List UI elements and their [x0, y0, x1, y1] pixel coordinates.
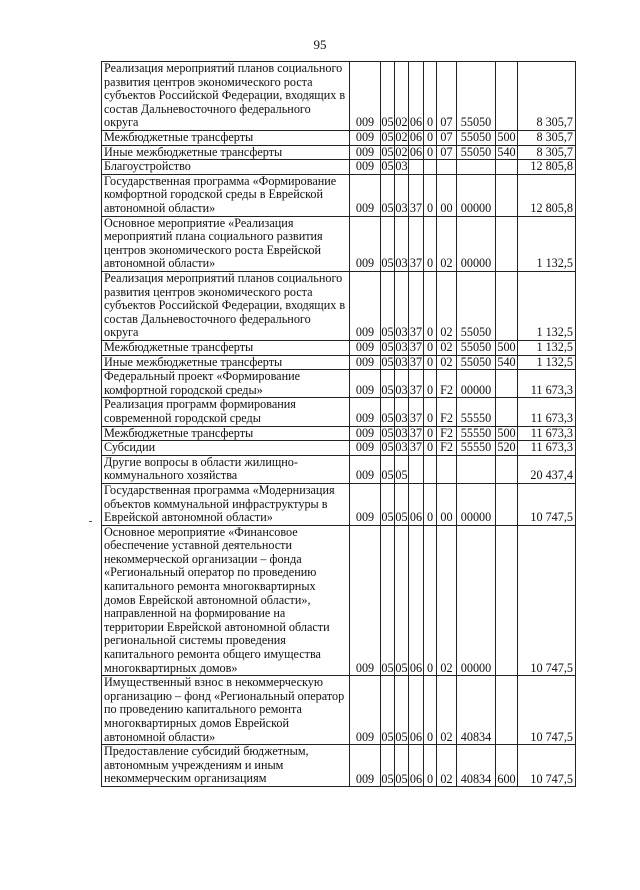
section-code-cell: 05	[381, 216, 395, 271]
amount-cell: 10 747,5	[518, 483, 576, 525]
subprogram-code-cell: 0	[424, 340, 437, 355]
section-code-cell: 05	[381, 174, 395, 216]
expense-type-cell: 500	[497, 340, 516, 354]
activity-code-cell: F2	[437, 441, 457, 456]
amount-cell: 1 132,5	[518, 216, 576, 271]
activity-code-cell: 00	[437, 174, 457, 216]
row-name-cell: Основное мероприятие «Реализация мероприятий плана социального развития центров экономического роста Еврейской автономной области»	[102, 216, 350, 271]
activity-code-cell: 02	[437, 340, 457, 355]
table-row	[102, 340, 576, 355]
admin-code-cell: 009	[350, 174, 381, 216]
subprogram-code-cell: 0	[424, 441, 437, 456]
table-row	[102, 216, 576, 271]
program-code-cell: 06	[409, 483, 424, 525]
expense-type-cell	[496, 676, 518, 745]
table-row	[102, 145, 576, 160]
direction-code-cell: 55050	[457, 62, 496, 131]
section-code-cell: 05	[381, 426, 394, 440]
direction-code-cell: 00000	[457, 370, 496, 398]
subsection-code-cell: 05	[395, 676, 409, 745]
admin-code-cell: 009	[350, 271, 381, 340]
expense-type-cell	[496, 370, 518, 398]
program-code-cell: 06	[409, 745, 424, 787]
table-row	[102, 676, 576, 745]
activity-code-cell	[437, 455, 457, 483]
expense-type-cell	[496, 525, 518, 676]
program-code-cell: 37	[409, 426, 423, 440]
program-code-cell: 37	[409, 370, 424, 398]
amount-cell: 8 305,7	[518, 145, 576, 160]
section-code-cell: 05	[381, 525, 395, 676]
table-row	[102, 426, 576, 441]
amount-cell: 1 132,5	[518, 271, 576, 340]
table-row	[102, 355, 576, 370]
admin-code-cell: 009	[350, 745, 381, 787]
section-code-cell: 05	[381, 159, 394, 174]
amount-cell: 11 673,3	[518, 441, 576, 456]
program-code-cell: 06	[409, 62, 424, 131]
expense-type-cell	[496, 455, 518, 483]
admin-code-cell: 009	[350, 441, 381, 456]
activity-code-cell: 02	[437, 525, 457, 676]
subsection-code-cell: 03	[395, 370, 409, 398]
program-code-cell: 37	[409, 174, 424, 216]
row-name-cell: Имущественный взнос в некоммерческую организацию – фонд «Региональный оператор по проведению капитального ремонта многоквартирных домов Еврейской автономной области»	[102, 676, 350, 745]
direction-code-cell: 55050	[457, 355, 496, 370]
direction-code-cell: 00000	[457, 216, 496, 271]
admin-code-cell: 009	[350, 525, 381, 676]
program-code-cell	[409, 455, 424, 483]
row-name-cell: Реализация мероприятий планов социального развития центров экономического роста субъектов Российской Федерации, входящих в состав Дальневосточного федерального округа	[102, 62, 350, 131]
direction-code-cell: 55550	[457, 398, 496, 426]
amount-cell: 11 673,3	[518, 426, 576, 441]
subprogram-code-cell: 0	[424, 131, 437, 146]
row-name-cell: Иные межбюджетные трансферты	[102, 355, 350, 370]
subsection-code-cell: 03	[395, 216, 409, 271]
direction-code-cell	[457, 455, 496, 483]
subprogram-code-cell: 0	[424, 525, 437, 676]
admin-code-cell: 009	[350, 483, 381, 525]
program-code-cell: 06	[409, 525, 424, 676]
expense-type-cell	[496, 62, 518, 131]
activity-code-cell: F2	[437, 370, 457, 398]
section-code-cell: 05	[381, 340, 394, 354]
subprogram-code-cell: 0	[424, 355, 437, 370]
table-row	[102, 483, 576, 525]
amount-cell: 10 747,5	[518, 745, 576, 787]
table-row	[102, 160, 576, 175]
table-row	[102, 525, 576, 676]
admin-code-cell: 009	[350, 62, 381, 131]
admin-code-cell: 009	[350, 370, 381, 398]
section-code-cell: 05	[381, 145, 394, 159]
subsection-code-cell: 05	[395, 745, 409, 787]
row-name-cell: Субсидии	[102, 441, 350, 456]
row-name-cell: Предоставление субсидий бюджетным, автономным учреждениям и иным некоммерческим организациям	[102, 745, 350, 787]
table-body	[102, 62, 576, 787]
amount-cell: 1 132,5	[518, 340, 576, 355]
subprogram-code-cell: 0	[424, 676, 437, 745]
amount-cell: 10 747,5	[518, 525, 576, 676]
subsection-code-cell: 03	[395, 398, 409, 426]
section-code-cell: 05	[381, 398, 395, 426]
amount-cell: 12 805,8	[518, 160, 576, 175]
direction-code-cell: 55550	[457, 441, 496, 456]
subprogram-code-cell: 0	[424, 174, 437, 216]
subprogram-code-cell: 0	[424, 216, 437, 271]
subsection-code-cell: 03	[395, 426, 408, 440]
row-name-cell: Реализация программ формирования современной городской среды	[102, 398, 350, 426]
direction-code-cell: 55550	[457, 426, 496, 441]
subsection-code-cell: 05	[395, 525, 409, 676]
direction-code-cell: 00000	[457, 483, 496, 525]
activity-code-cell	[437, 160, 457, 175]
amount-cell: 10 747,5	[518, 676, 576, 745]
direction-code-cell	[457, 160, 496, 175]
direction-code-cell: 40834	[457, 745, 496, 787]
expense-type-cell	[496, 398, 518, 426]
section-code-cell: 05	[381, 271, 395, 340]
row-name-cell: Межбюджетные трансферты	[102, 426, 350, 441]
subprogram-code-cell: 0	[424, 426, 437, 441]
row-name-cell: Реализация мероприятий планов социального развития центров экономического роста субъектов Российской Федерации, входящих в состав Дальневосточного федерального округа	[102, 271, 350, 340]
stray-mark	[89, 521, 92, 522]
table-row	[102, 745, 576, 787]
admin-code-cell: 009	[350, 426, 381, 441]
section-code-cell: 05	[381, 355, 394, 369]
subprogram-code-cell: 0	[424, 145, 437, 160]
admin-code-cell: 009	[350, 216, 381, 271]
subprogram-code-cell	[424, 455, 437, 483]
expense-type-cell: 500	[497, 426, 516, 440]
activity-code-cell: 02	[437, 271, 457, 340]
direction-code-cell: 55050	[457, 271, 496, 340]
amount-cell: 11 673,3	[518, 370, 576, 398]
subsection-code-cell: 03	[395, 174, 409, 216]
activity-code-cell: 07	[437, 145, 457, 160]
row-name-cell: Межбюджетные трансферты	[102, 340, 350, 355]
program-code-cell: 37	[409, 398, 424, 426]
expense-type-cell	[496, 174, 518, 216]
subprogram-code-cell: 0	[424, 745, 437, 787]
section-code-cell: 05	[381, 370, 395, 398]
activity-code-cell: 00	[437, 483, 457, 525]
activity-code-cell: F2	[437, 398, 457, 426]
admin-code-cell: 009	[350, 676, 381, 745]
direction-code-cell: 00000	[457, 525, 496, 676]
expense-type-cell	[496, 483, 518, 525]
subsection-code-cell: 03	[395, 355, 408, 369]
activity-code-cell: 02	[437, 355, 457, 370]
admin-code-cell: 009	[350, 145, 381, 160]
section-code-cell: 05	[381, 483, 395, 525]
section-code-cell: 05	[381, 676, 395, 745]
table-row	[102, 455, 576, 483]
row-name-cell: Другие вопросы в области жилищно-коммунального хозяйства	[102, 455, 350, 483]
program-code-cell: 06	[409, 145, 423, 159]
activity-code-cell: F2	[437, 426, 457, 441]
direction-code-cell: 55050	[457, 340, 496, 355]
amount-cell: 8 305,7	[518, 131, 576, 146]
activity-code-cell: 07	[437, 62, 457, 131]
row-name-cell: Благоустройство	[102, 160, 350, 175]
program-code-cell: 37	[409, 440, 423, 455]
row-name-cell: Государственная программа «Модернизация объектов коммунальной инфраструктуры в Еврейской автономной области»	[102, 483, 350, 525]
subsection-code-cell: 05	[395, 455, 409, 483]
row-name-cell: Основное мероприятие «Финансовое обеспечение уставной деятельности некоммерческой организации – фонда «Региональный оператор по проведению капитального ремонта многоквартирных домов Еврейской автономной области», направленной на формирование на территории Еврейской автономной области региональной системы проведения капитального ремонта общего имущества многоквартирных домов»	[102, 525, 350, 676]
amount-cell: 8 305,7	[518, 62, 576, 131]
expense-type-cell: 540	[497, 355, 516, 369]
direction-code-cell: 55050	[457, 145, 496, 160]
section-code-cell: 05	[381, 455, 395, 483]
activity-code-cell: 02	[437, 676, 457, 745]
expense-type-cell: 600	[496, 745, 518, 787]
admin-code-cell: 009	[350, 398, 381, 426]
table-row	[102, 131, 576, 146]
subsection-code-cell: 02	[395, 145, 408, 159]
direction-code-cell: 40834	[457, 676, 496, 745]
table-row	[102, 441, 576, 456]
section-code-cell: 05	[381, 440, 394, 455]
program-code-cell	[409, 160, 424, 175]
activity-code-cell: 02	[437, 745, 457, 787]
table-row	[102, 62, 576, 131]
subsection-code-cell: 05	[395, 483, 409, 525]
subsection-code-cell: 03	[395, 159, 408, 174]
amount-cell: 12 805,8	[518, 174, 576, 216]
row-name-cell: Иные межбюджетные трансферты	[102, 145, 350, 160]
subsection-code-cell: 02	[395, 130, 408, 144]
admin-code-cell: 009	[350, 455, 381, 483]
amount-cell: 20 437,4	[518, 455, 576, 483]
table-row	[102, 174, 576, 216]
program-code-cell: 37	[409, 216, 424, 271]
program-code-cell: 06	[409, 130, 423, 144]
direction-code-cell: 00000	[457, 174, 496, 216]
amount-cell: 11 673,3	[518, 398, 576, 426]
subsection-code-cell: 03	[395, 440, 408, 455]
section-code-cell: 05	[381, 130, 394, 144]
program-code-cell: 06	[409, 676, 424, 745]
table-row	[102, 370, 576, 398]
table-row	[102, 398, 576, 426]
row-name-cell: Межбюджетные трансферты	[102, 131, 350, 146]
expense-type-cell: 520	[497, 440, 516, 455]
row-name-cell: Государственная программа «Формирование комфортной городской среды в Еврейской автономной области»	[102, 174, 350, 216]
program-code-cell: 37	[409, 271, 424, 340]
page-number: 95	[313, 37, 327, 52]
admin-code-cell: 009	[350, 160, 381, 175]
section-code-cell: 05	[381, 745, 395, 787]
subprogram-code-cell: 0	[424, 370, 437, 398]
expense-type-cell	[496, 271, 518, 340]
budget-table	[101, 61, 576, 787]
activity-code-cell: 07	[437, 131, 457, 146]
expense-type-cell	[496, 216, 518, 271]
direction-code-cell: 55050	[457, 131, 496, 146]
subprogram-code-cell: 0	[424, 483, 437, 525]
section-code-cell: 05	[381, 62, 395, 131]
admin-code-cell: 009	[350, 340, 381, 355]
table-row	[102, 271, 576, 340]
expense-type-cell	[496, 160, 518, 175]
program-code-cell: 37	[409, 340, 423, 354]
subsection-code-cell: 03	[395, 271, 409, 340]
subprogram-code-cell: 0	[424, 271, 437, 340]
subprogram-code-cell: 0	[424, 62, 437, 131]
row-name-cell: Федеральный проект «Формирование комфортной городской среды»	[102, 370, 350, 398]
subsection-code-cell: 02	[395, 62, 409, 131]
admin-code-cell: 009	[350, 131, 381, 146]
activity-code-cell: 02	[437, 216, 457, 271]
expense-type-cell: 500	[497, 130, 516, 144]
amount-cell: 1 132,5	[518, 355, 576, 370]
subsection-code-cell: 03	[395, 340, 408, 354]
admin-code-cell: 009	[350, 355, 381, 370]
expense-type-cell: 540	[497, 145, 516, 159]
subprogram-code-cell	[424, 160, 437, 175]
program-code-cell: 37	[409, 355, 423, 369]
subprogram-code-cell: 0	[424, 398, 437, 426]
